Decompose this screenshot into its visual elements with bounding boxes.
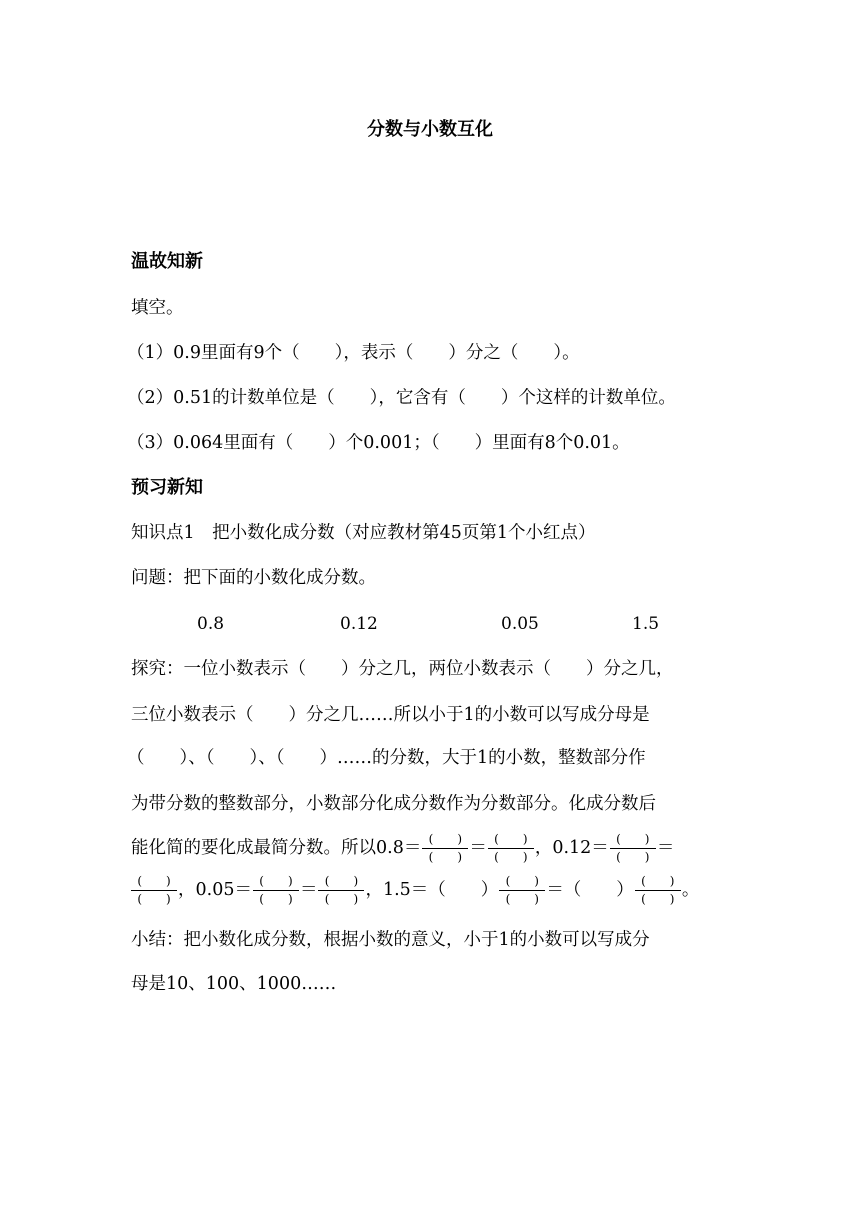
decimal-item: 1.5 bbox=[632, 614, 660, 634]
explore-line-2: 三位小数表示（ ）分之几……所以小于1的小数可以写成分母是 bbox=[131, 705, 650, 725]
fraction-blank bbox=[131, 874, 177, 907]
fraction-blank bbox=[635, 874, 681, 907]
explore-line-6 bbox=[131, 874, 699, 907]
fraction-numerator: ( ) bbox=[131, 874, 177, 891]
instruction-fill-blank: 填空。 bbox=[131, 298, 184, 318]
explore-line-1: 探究：一位小数表示（ ）分之几，两位小数表示（ ）分之几， bbox=[131, 659, 674, 679]
fraction-numerator: ( ) bbox=[253, 874, 299, 891]
fraction-numerator: ( ) bbox=[610, 832, 656, 849]
fraction-denominator: ( ) bbox=[137, 892, 171, 906]
summary-line-1: 小结：把小数化成分数，根据小数的意义，小于1的小数可以写成分 bbox=[131, 930, 650, 950]
fraction-numerator: ( ) bbox=[635, 874, 681, 891]
text-segment: ，0.12＝ bbox=[534, 838, 609, 858]
fraction-blank bbox=[422, 832, 468, 865]
question-1: （1）0.9里面有9个（ ），表示（ ）分之（ ）。 bbox=[127, 343, 580, 363]
section-heading-preview: 预习新知 bbox=[131, 477, 203, 498]
fraction-denominator: ( ) bbox=[505, 892, 539, 906]
fraction-denominator: ( ) bbox=[494, 850, 528, 864]
explore-line-4: 为带分数的整数部分，小数部分化成分数作为分数部分。化成分数后 bbox=[131, 794, 656, 814]
text-segment: ，1.5＝（ ） bbox=[365, 880, 499, 900]
fraction-blank bbox=[253, 874, 299, 907]
fraction-blank bbox=[318, 874, 364, 907]
knowledge-point: 知识点1 把小数化成分数（对应教材第45页第1个小红点） bbox=[131, 523, 596, 543]
decimal-list bbox=[0, 612, 860, 636]
fraction-denominator: ( ) bbox=[324, 892, 359, 906]
page-title: 分数与小数互化 bbox=[367, 119, 493, 140]
equals-sign: ＝ bbox=[299, 880, 318, 900]
decimal-item: 0.8 bbox=[197, 614, 225, 634]
fraction-blank bbox=[488, 832, 534, 865]
equals-sign: ＝ bbox=[656, 838, 675, 858]
text-segment: 。 bbox=[681, 880, 700, 900]
fraction-numerator: ( ) bbox=[318, 874, 364, 891]
question-3: （3）0.064里面有（ ）个0.001；（ ）里面有8个0.01。 bbox=[127, 433, 630, 453]
section-heading-review: 温故知新 bbox=[131, 251, 203, 272]
fraction-numerator: ( ) bbox=[499, 874, 545, 891]
decimal-item: 0.12 bbox=[340, 614, 378, 634]
fraction-blank bbox=[499, 874, 545, 907]
question-prompt: 问题：把下面的小数化成分数。 bbox=[131, 568, 376, 588]
fraction-denominator: ( ) bbox=[259, 892, 293, 906]
summary-line-2: 母是10、100、1000…… bbox=[131, 974, 337, 994]
text-segment: ，0.05＝ bbox=[178, 880, 252, 900]
fraction-blank bbox=[610, 832, 656, 865]
decimal-item: 0.05 bbox=[501, 614, 539, 634]
text-segment: 能化简的要化成最简分数。所以0.8＝ bbox=[131, 838, 422, 858]
question-2: （2）0.51的计数单位是（ ），它含有（ ）个这样的计数单位。 bbox=[127, 388, 676, 408]
fraction-numerator: ( ) bbox=[422, 832, 468, 849]
explore-line-3: （ ）、（ ）、（ ）……的分数，大于1的小数，整数部分作 bbox=[127, 748, 646, 768]
equals-sign: ＝ bbox=[469, 838, 487, 858]
explore-line-5 bbox=[131, 832, 674, 865]
fraction-denominator: ( ) bbox=[641, 892, 675, 906]
fraction-denominator: ( ) bbox=[616, 850, 650, 864]
fraction-denominator: ( ) bbox=[428, 850, 463, 864]
fraction-numerator: ( ) bbox=[488, 832, 534, 849]
text-segment: ＝（ ） bbox=[546, 880, 634, 900]
